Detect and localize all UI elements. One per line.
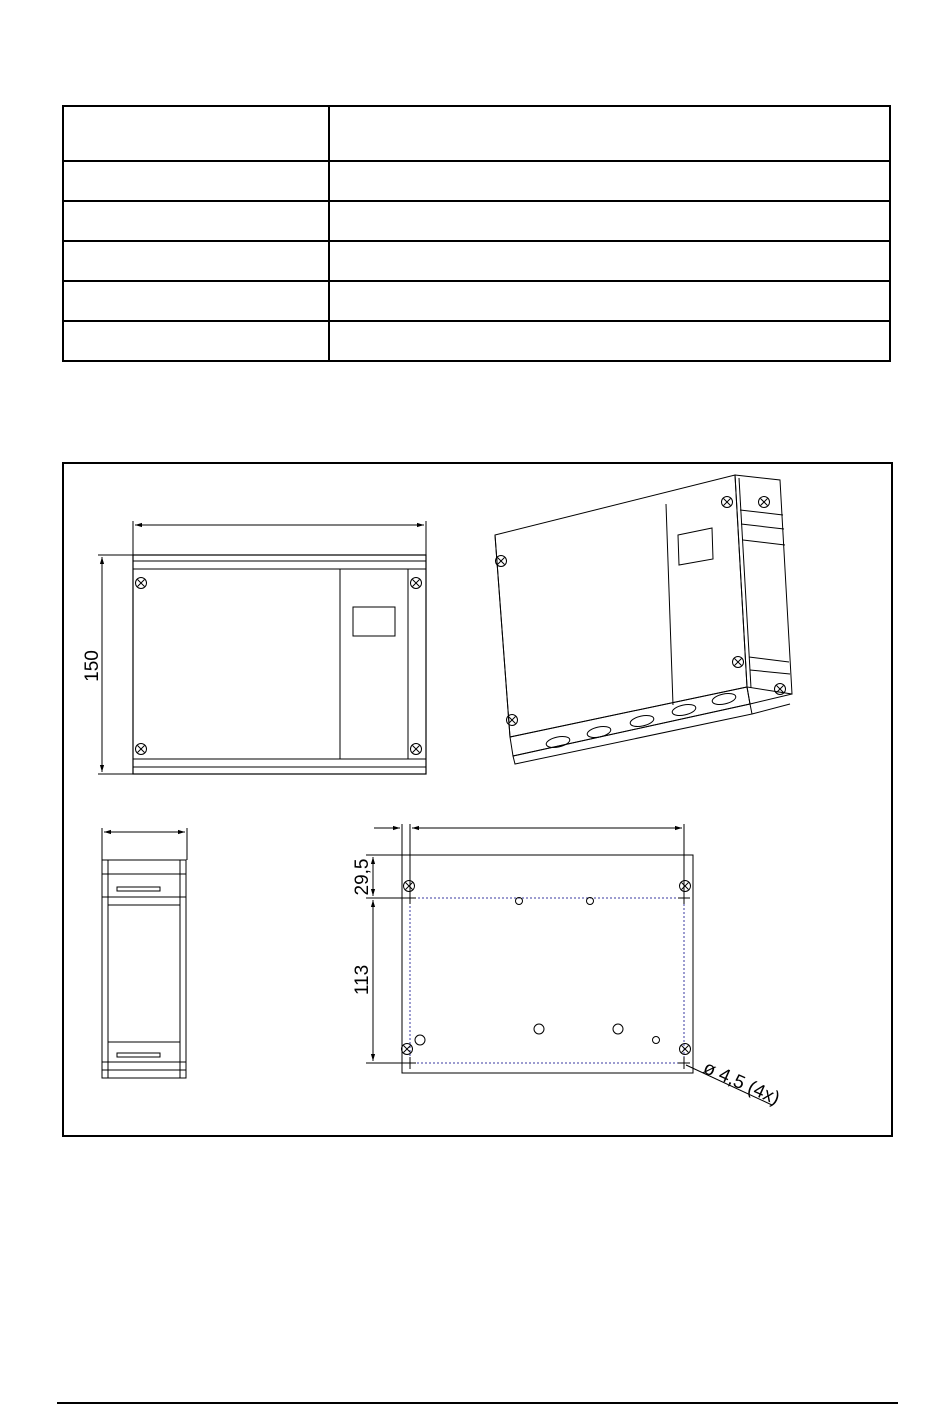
mounting-view [352, 824, 783, 1110]
table-row [63, 161, 890, 201]
screw-icon [411, 744, 422, 755]
spec-label [63, 161, 329, 201]
top-offset-dimension-label: 29,5 [352, 858, 373, 896]
spec-value [329, 161, 890, 201]
screw-icon [507, 715, 518, 726]
spec-value [329, 241, 890, 281]
table-row [63, 106, 890, 161]
hole-diameter-label: ø 4,5 (4x) [699, 1057, 783, 1110]
mounting-hole-icon [680, 1044, 691, 1055]
screw-icon [136, 744, 147, 755]
mounting-hole-icon [404, 881, 415, 892]
mounting-hole-icon [402, 1044, 413, 1055]
table-row [63, 281, 890, 321]
spec-label [63, 106, 329, 161]
mounting-hole-icon [680, 881, 691, 892]
screw-icon [733, 657, 744, 668]
spec-label [63, 321, 329, 361]
spec-value [329, 281, 890, 321]
isometric-view [495, 475, 792, 764]
spec-table [62, 105, 891, 362]
screw-icon [722, 497, 733, 508]
spec-value [329, 321, 890, 361]
hole-spacing-dimension-label: 113 [352, 964, 373, 996]
technical-drawing-frame [62, 462, 893, 1137]
height-dimension-label: 150 [82, 650, 103, 682]
screw-icon [136, 578, 147, 589]
table-row [63, 321, 890, 361]
front-view [82, 521, 426, 774]
spec-label [63, 241, 329, 281]
footer-divider [57, 1402, 898, 1404]
screw-icon [775, 684, 786, 695]
spec-label [63, 201, 329, 241]
table-row [63, 201, 890, 241]
technical-drawing [64, 464, 891, 1135]
screw-icon [411, 578, 422, 589]
spec-value [329, 201, 890, 241]
spec-label [63, 281, 329, 321]
table-row [63, 241, 890, 281]
screw-icon [759, 497, 770, 508]
spec-value [329, 106, 890, 161]
side-view [102, 828, 187, 1078]
